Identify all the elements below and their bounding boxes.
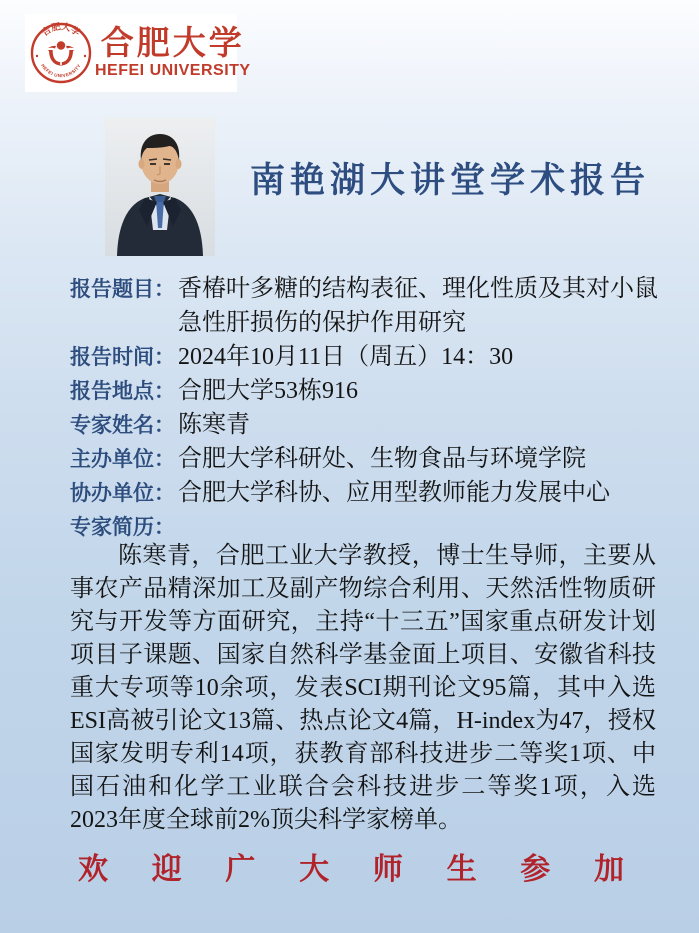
info-value: 合肥大学科协、应用型教师能力发展中心 <box>178 480 610 506</box>
info-label: 专家简历： <box>70 515 175 539</box>
info-label: 专家姓名： <box>70 413 175 437</box>
info-value: 合肥大学53栋916 <box>178 378 358 404</box>
university-logo <box>25 14 251 92</box>
speaker-portrait-illustration <box>105 118 215 256</box>
seal-top-text: 合肥大学 <box>39 21 83 38</box>
info-row-time <box>70 340 662 374</box>
university-name-zh: 合肥大学 <box>100 26 245 62</box>
welcome-line: 欢迎广大师生参加 <box>78 853 624 886</box>
speaker-biography: 陈寒青，合肥工业大学教授，博士生导师，主要从事农产品精深加工及副产物综合利用、天然活性物质研究与开发等方面研究，主持“十三五”国家重点研发计划项目子课题、国家自然科学基金面上项目、安徽省科技重大专项等10余项，发表SCI期刊论文95篇，其中入选ESI高被引论文13篇、热点论文4篇，H-index为47，授权国家发明专利14项，获教育部科技进步二等奖1项、中国石油和化学工业联合会科技进步二等奖1项，入选2023年度全球前2%顶尖科学家榜单。 <box>70 543 656 833</box>
lecture-info-list <box>70 272 662 544</box>
info-row-biography <box>70 510 662 544</box>
info-value: 陈寒青 <box>178 412 250 438</box>
university-name-en: HEFEI UNIVERSITY <box>95 62 251 79</box>
info-row-coorganizer <box>70 476 662 510</box>
info-value: 2024年10月11日（周五）14：30 <box>178 344 514 370</box>
seal-bottom-text: HEFEI UNIVERSITY <box>40 63 82 79</box>
speaker-photo <box>105 118 215 256</box>
logo-text <box>95 26 251 80</box>
university-seal-icon <box>29 21 93 85</box>
info-label: 主办单位： <box>70 447 175 471</box>
info-row-organizer <box>70 442 662 476</box>
info-label: 协办单位： <box>70 481 175 505</box>
info-row-topic <box>70 272 662 340</box>
info-label: 报告题目： <box>70 277 175 301</box>
info-row-speaker <box>70 408 662 442</box>
info-label: 报告时间： <box>70 345 175 369</box>
page-title: 南艳湖大讲堂学术报告 <box>249 161 650 200</box>
info-label: 报告地点： <box>70 379 175 403</box>
info-value: 香椿叶多糖的结构表征、理化性质及其对小鼠急性肝损伤的保护作用研究 <box>178 276 658 336</box>
info-value: 合肥大学科研处、生物食品与环境学院 <box>178 446 586 472</box>
info-row-location <box>70 374 662 408</box>
